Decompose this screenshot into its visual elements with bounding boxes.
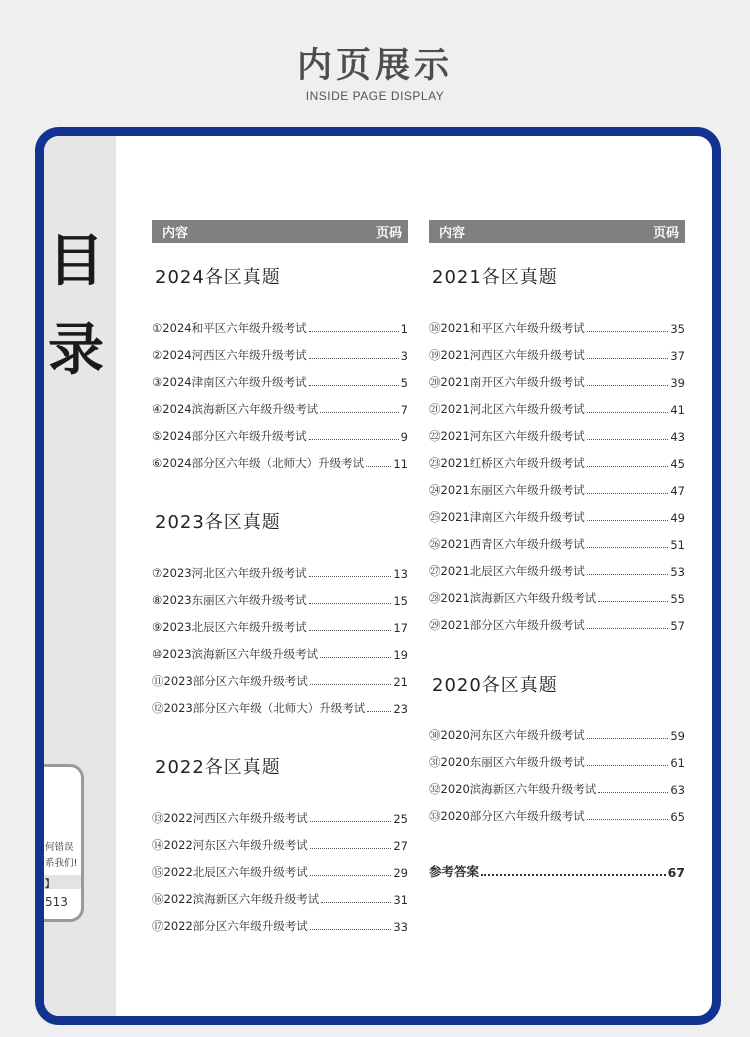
entry-page: 41 [670,403,685,417]
entry-label: ②2024河西区六年级升级考试 [152,348,307,362]
entry-label: ⑧2023东丽区六年级升级考试 [152,593,307,607]
entry-label: ⑩2023滨海新区六年级升级考试 [152,647,319,661]
document-frame [35,127,721,1025]
sticker-text: 】 [45,879,55,890]
entry-label: ㉚2020河东区六年级升级考试 [429,728,585,742]
toc-char-mu: 目 [48,229,104,294]
back-cover-peek [35,764,84,922]
entry-page: 23 [393,702,408,716]
leader-dots [587,574,669,575]
entry-page: 9 [400,430,408,444]
leader-dots [309,385,399,386]
leader-dots [320,412,399,413]
leader-dots [309,439,399,440]
entry-page: 65 [670,810,685,824]
toc-entry[interactable] [152,453,408,471]
toc-entry[interactable] [152,916,408,934]
entry-label: 参考答案 [429,864,480,879]
entry-label: ㉔2021东丽区六年级升级考试 [429,483,585,497]
toc-entry[interactable] [429,534,685,552]
entry-label: ⑤2024部分区六年级升级考试 [152,429,307,443]
leader-dots [310,929,392,930]
toc-entry[interactable] [429,561,685,579]
entry-page: 13 [393,567,408,581]
leader-dots [587,765,669,766]
entry-page: 21 [393,675,408,689]
toc-entry[interactable] [429,426,685,444]
leader-dots [310,684,392,685]
entry-page: 33 [393,920,408,934]
entry-label: ⑯2022滨海新区六年级升级考试 [152,892,320,906]
header-page-label: 页码 [652,226,679,241]
entry-page: 11 [393,457,408,471]
entry-page: 35 [670,322,685,336]
entry-page: 29 [393,866,408,880]
toc-entry[interactable] [429,372,685,390]
page-title: 内页展示 [296,46,453,86]
entry-page: 57 [670,619,685,633]
leader-dots [598,792,668,793]
entry-page: 61 [670,756,685,770]
entry-label: ⑬2022河西区六年级升级考试 [152,811,308,825]
entry-label: ㉓2021红桥区六年级升级考试 [429,456,585,470]
toc-entry[interactable] [152,318,408,336]
leader-dots [587,819,669,820]
leader-dots [587,439,669,440]
entry-label: ⑱2021和平区六年级升级考试 [429,321,585,335]
leader-dots [321,902,391,903]
toc-entry[interactable] [429,779,685,797]
entry-page: 27 [393,839,408,853]
entry-page: 15 [393,594,408,608]
entry-page: 47 [670,484,685,498]
leader-dots [309,358,399,359]
entry-page: 53 [670,565,685,579]
toc-entry[interactable] [429,480,685,498]
entry-page: 37 [670,349,685,363]
leader-dots [598,601,668,602]
entry-label: ㉙2021部分区六年级升级考试 [429,618,585,632]
sticker-band [35,875,84,889]
toc-entry[interactable] [429,725,685,743]
section-title: 2024各区真题 [155,267,281,288]
toc-entry[interactable] [152,644,408,662]
leader-dots [309,331,399,332]
entry-page: 19 [393,648,408,662]
entry-page: 55 [670,592,685,606]
entry-page: 45 [670,457,685,471]
entry-label: ③2024津南区六年级升级考试 [152,375,307,389]
entry-label: ㉕2021津南区六年级升级考试 [429,510,585,524]
entry-label: ⑰2022部分区六年级升级考试 [152,919,308,933]
entry-label: ④2024滨海新区六年级升级考试 [152,402,319,416]
leader-dots [587,466,669,467]
header-page-label: 页码 [375,226,402,241]
header-content-label: 内容 [162,226,189,241]
toc-entry[interactable] [152,426,408,444]
sticker-text: 513 [45,895,68,909]
entry-page: 59 [670,729,685,743]
toc-entry[interactable] [429,588,685,606]
toc-entry[interactable] [429,399,685,417]
entry-label: ㉑2021河北区六年级升级考试 [429,402,585,416]
entry-label: ⑥2024部分区六年级（北师大）升级考试 [152,456,365,470]
entry-label: ⑪2023部分区六年级升级考试 [152,674,308,688]
entry-label: ㉘2021滨海新区六年级升级考试 [429,591,597,605]
leader-dots [309,603,392,604]
leader-dots [309,630,392,631]
toc-entry[interactable] [152,617,408,635]
toc-entry[interactable] [152,889,408,907]
entry-label: ①2024和平区六年级升级考试 [152,321,307,335]
leader-dots [310,848,392,849]
toc-entry[interactable] [429,507,685,525]
entry-page: 51 [670,538,685,552]
entry-label: ⑭2022河东区六年级升级考试 [152,838,308,852]
section-title: 2021各区真题 [432,267,558,288]
leader-dots [587,628,669,629]
leader-dots [310,821,392,822]
toc-entry[interactable] [152,590,408,608]
sticker-text: 何错误 [45,842,74,853]
leader-dots [587,493,669,494]
entry-label: ㉒2021河东区六年级升级考试 [429,429,585,443]
entry-label: ㉗2021北辰区六年级升级考试 [429,564,585,578]
section-title: 2022各区真题 [155,757,281,778]
leader-dots [320,657,391,658]
section-title: 2020各区真题 [432,675,558,696]
entry-page: 25 [393,812,408,826]
entry-label: ⑮2022北辰区六年级升级考试 [152,865,308,879]
sticker-text: 系我们! [45,858,78,869]
entry-page: 43 [670,430,685,444]
toc-column-right [429,220,685,900]
leader-dots [587,738,669,739]
entry-page: 1 [400,322,408,336]
toc-entry[interactable] [152,399,408,417]
toc-entry[interactable] [152,808,408,826]
entry-page: 5 [400,376,408,390]
section-title: 2023各区真题 [155,512,281,533]
entry-label: ⑳2021南开区六年级升级考试 [429,375,585,389]
entry-page: 31 [393,893,408,907]
toc-entry[interactable] [429,345,685,363]
toc-column-left [152,220,408,940]
leader-dots [587,547,669,548]
entry-label: ㉖2021西青区六年级升级考试 [429,537,585,551]
entry-label: ⑲2021河西区六年级升级考试 [429,348,585,362]
header-content-label: 内容 [439,226,466,241]
toc-entry[interactable] [429,752,685,770]
entry-label: ㉝2020部分区六年级升级考试 [429,809,585,823]
toc-entry[interactable] [429,318,685,336]
leader-dots [587,412,669,413]
entry-label: ㉛2020东丽区六年级升级考试 [429,755,585,769]
entry-page: 49 [670,511,685,525]
toc-entry[interactable] [429,453,685,471]
entry-page: 17 [393,621,408,635]
entry-label: ⑫2023部分区六年级（北师大）升级考试 [152,701,366,715]
leader-dots [587,358,669,359]
leader-dots [587,385,669,386]
column-header [152,220,408,243]
answer-key-entry[interactable] [429,862,685,880]
entry-label: ⑦2023河北区六年级升级考试 [152,566,307,580]
toc-entry[interactable] [152,835,408,853]
toc-entry[interactable] [152,862,408,880]
leader-dots [309,576,392,577]
page-subtitle: INSIDE PAGE DISPLAY [305,89,445,103]
toc-entry[interactable] [152,698,408,716]
toc-entry[interactable] [152,563,408,581]
leader-dots [310,875,392,876]
leader-dots [481,874,666,876]
leader-dots [587,331,669,332]
toc-char-lu: 录 [48,318,104,383]
leader-dots [366,466,391,467]
leader-dots [587,520,669,521]
entry-page: 67 [667,865,685,880]
toc-entry[interactable] [429,806,685,824]
entry-label: ㉜2020滨海新区六年级升级考试 [429,782,597,796]
entry-page: 63 [670,783,685,797]
entry-label: ⑨2023北辰区六年级升级考试 [152,620,307,634]
leader-dots [367,711,391,712]
entry-page: 39 [670,376,685,390]
toc-entry[interactable] [152,671,408,689]
column-header [429,220,685,243]
entry-page: 7 [400,403,408,417]
toc-entry[interactable] [152,345,408,363]
toc-entry[interactable] [429,615,685,633]
toc-entry[interactable] [152,372,408,390]
entry-page: 3 [400,349,408,363]
